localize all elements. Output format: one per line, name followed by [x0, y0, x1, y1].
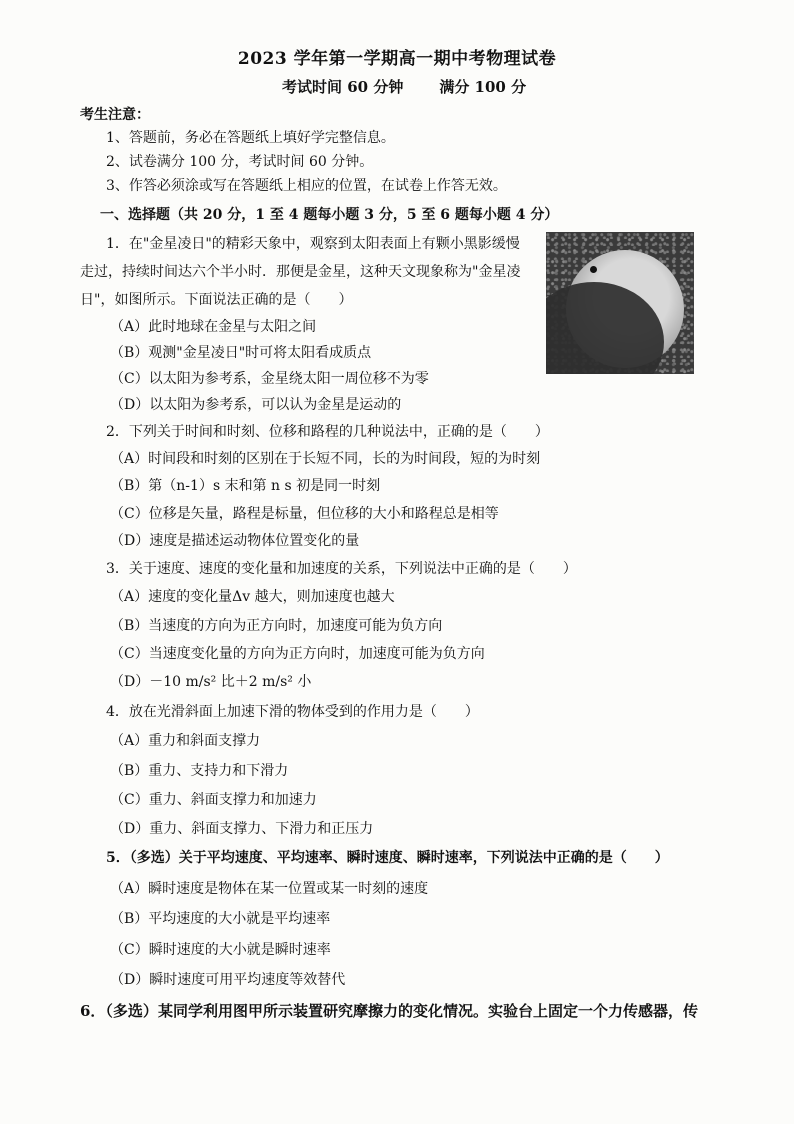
- question-text: 1．在"金星凌日"的精彩天象中，观察到太阳表面上有颗小黑影缓慢: [106, 236, 520, 252]
- question-text: 2．下列关于时间和时刻、位移和路程的几种说法中，正确的是（ ）: [106, 424, 549, 440]
- venus-transit-photo: [546, 232, 694, 374]
- exam-score: 满分 100 分: [439, 78, 527, 96]
- question-text: 6．（多选）某同学利用图甲所示装置研究摩擦力的变化情况。实验台上固定一个力传感器，传: [80, 1002, 698, 1020]
- answer-option: （A）时间段和时刻的区别在于长短不同，长的为时间段，短的为时刻: [110, 451, 541, 467]
- answer-option: （D）－10 m/s² 比＋2 m/s² 小: [110, 674, 312, 690]
- answer-option: （C）当速度变化量的方向为正方向时，加速度可能为负方向: [110, 646, 485, 662]
- answer-option: （A）重力和斜面支撑力: [110, 733, 261, 749]
- answer-option: （A）此时地球在金星与太阳之间: [110, 319, 317, 335]
- exam-time: 考试时间 60 分钟: [282, 78, 404, 96]
- answer-option: （B）第（n-1）s 末和第 n s 初是同一时刻: [110, 478, 381, 494]
- answer-option: （D）速度是描述运动物体位置变化的量: [110, 533, 360, 549]
- answer-option: （C）重力、斜面支撑力和加速力: [110, 792, 317, 808]
- question-text: 3．关于速度、速度的变化量和加速度的关系，下列说法中正确的是（ ）: [106, 561, 577, 577]
- notice-item: 3、作答必须涂或写在答题纸上相应的位置，在试卷上作答无效。: [106, 178, 507, 194]
- question-text: 4．放在光滑斜面上加速下滑的物体受到的作用力是（ ）: [106, 704, 479, 720]
- answer-option: （A）瞬时速度是物体在某一位置或某一时刻的速度: [110, 881, 429, 897]
- answer-option: （C）位移是矢量，路程是标量，但位移的大小和路程总是相等: [110, 506, 499, 522]
- answer-option: （C）以太阳为参考系，金星绕太阳一周位移不为零: [110, 371, 429, 387]
- answer-option: （B）重力、支持力和下滑力: [110, 763, 289, 779]
- answer-option: （B）当速度的方向为正方向时，加速度可能为负方向: [110, 618, 443, 634]
- question-text: 5．（多选）关于平均速度、平均速率、瞬时速度、瞬时速率，下列说法中正确的是（ ）: [106, 850, 669, 866]
- venus-dot: [590, 266, 597, 273]
- exam-title: 2023 学年第一学期高一期中考物理试卷: [237, 49, 557, 69]
- exam-info: [282, 76, 562, 97]
- question-text: 日"，如图所示。下面说法正确的是（ ）: [80, 292, 353, 308]
- answer-option: （B）观测"金星凌日"时可将太阳看成质点: [110, 345, 372, 361]
- answer-option: （A）速度的变化量Δv 越大，则加速度也越大: [110, 589, 395, 605]
- notice-heading: 考生注意：: [80, 107, 150, 123]
- answer-option: （D）瞬时速度可用平均速度等效替代: [110, 972, 346, 988]
- answer-option: （D）重力、斜面支撑力、下滑力和正压力: [110, 821, 374, 837]
- notice-item: 1、答题前，务必在答题纸上填好学完整信息。: [106, 130, 395, 146]
- section-heading: 一、选择题（共 20 分，1 至 4 题每小题 3 分，5 至 6 题每小题 4 分）: [100, 207, 559, 223]
- answer-option: （D）以太阳为参考系，可以认为金星是运动的: [110, 397, 402, 413]
- notice-item: 2、试卷满分 100 分，考试时间 60 分钟。: [106, 154, 374, 170]
- answer-option: （C）瞬时速度的大小就是瞬时速率: [110, 942, 331, 958]
- answer-option: （B）平均速度的大小就是平均速率: [110, 911, 331, 927]
- question-text: 走过，持续时间达六个半小时．那便是金星，这种天文现象称为"金星凌: [80, 264, 521, 280]
